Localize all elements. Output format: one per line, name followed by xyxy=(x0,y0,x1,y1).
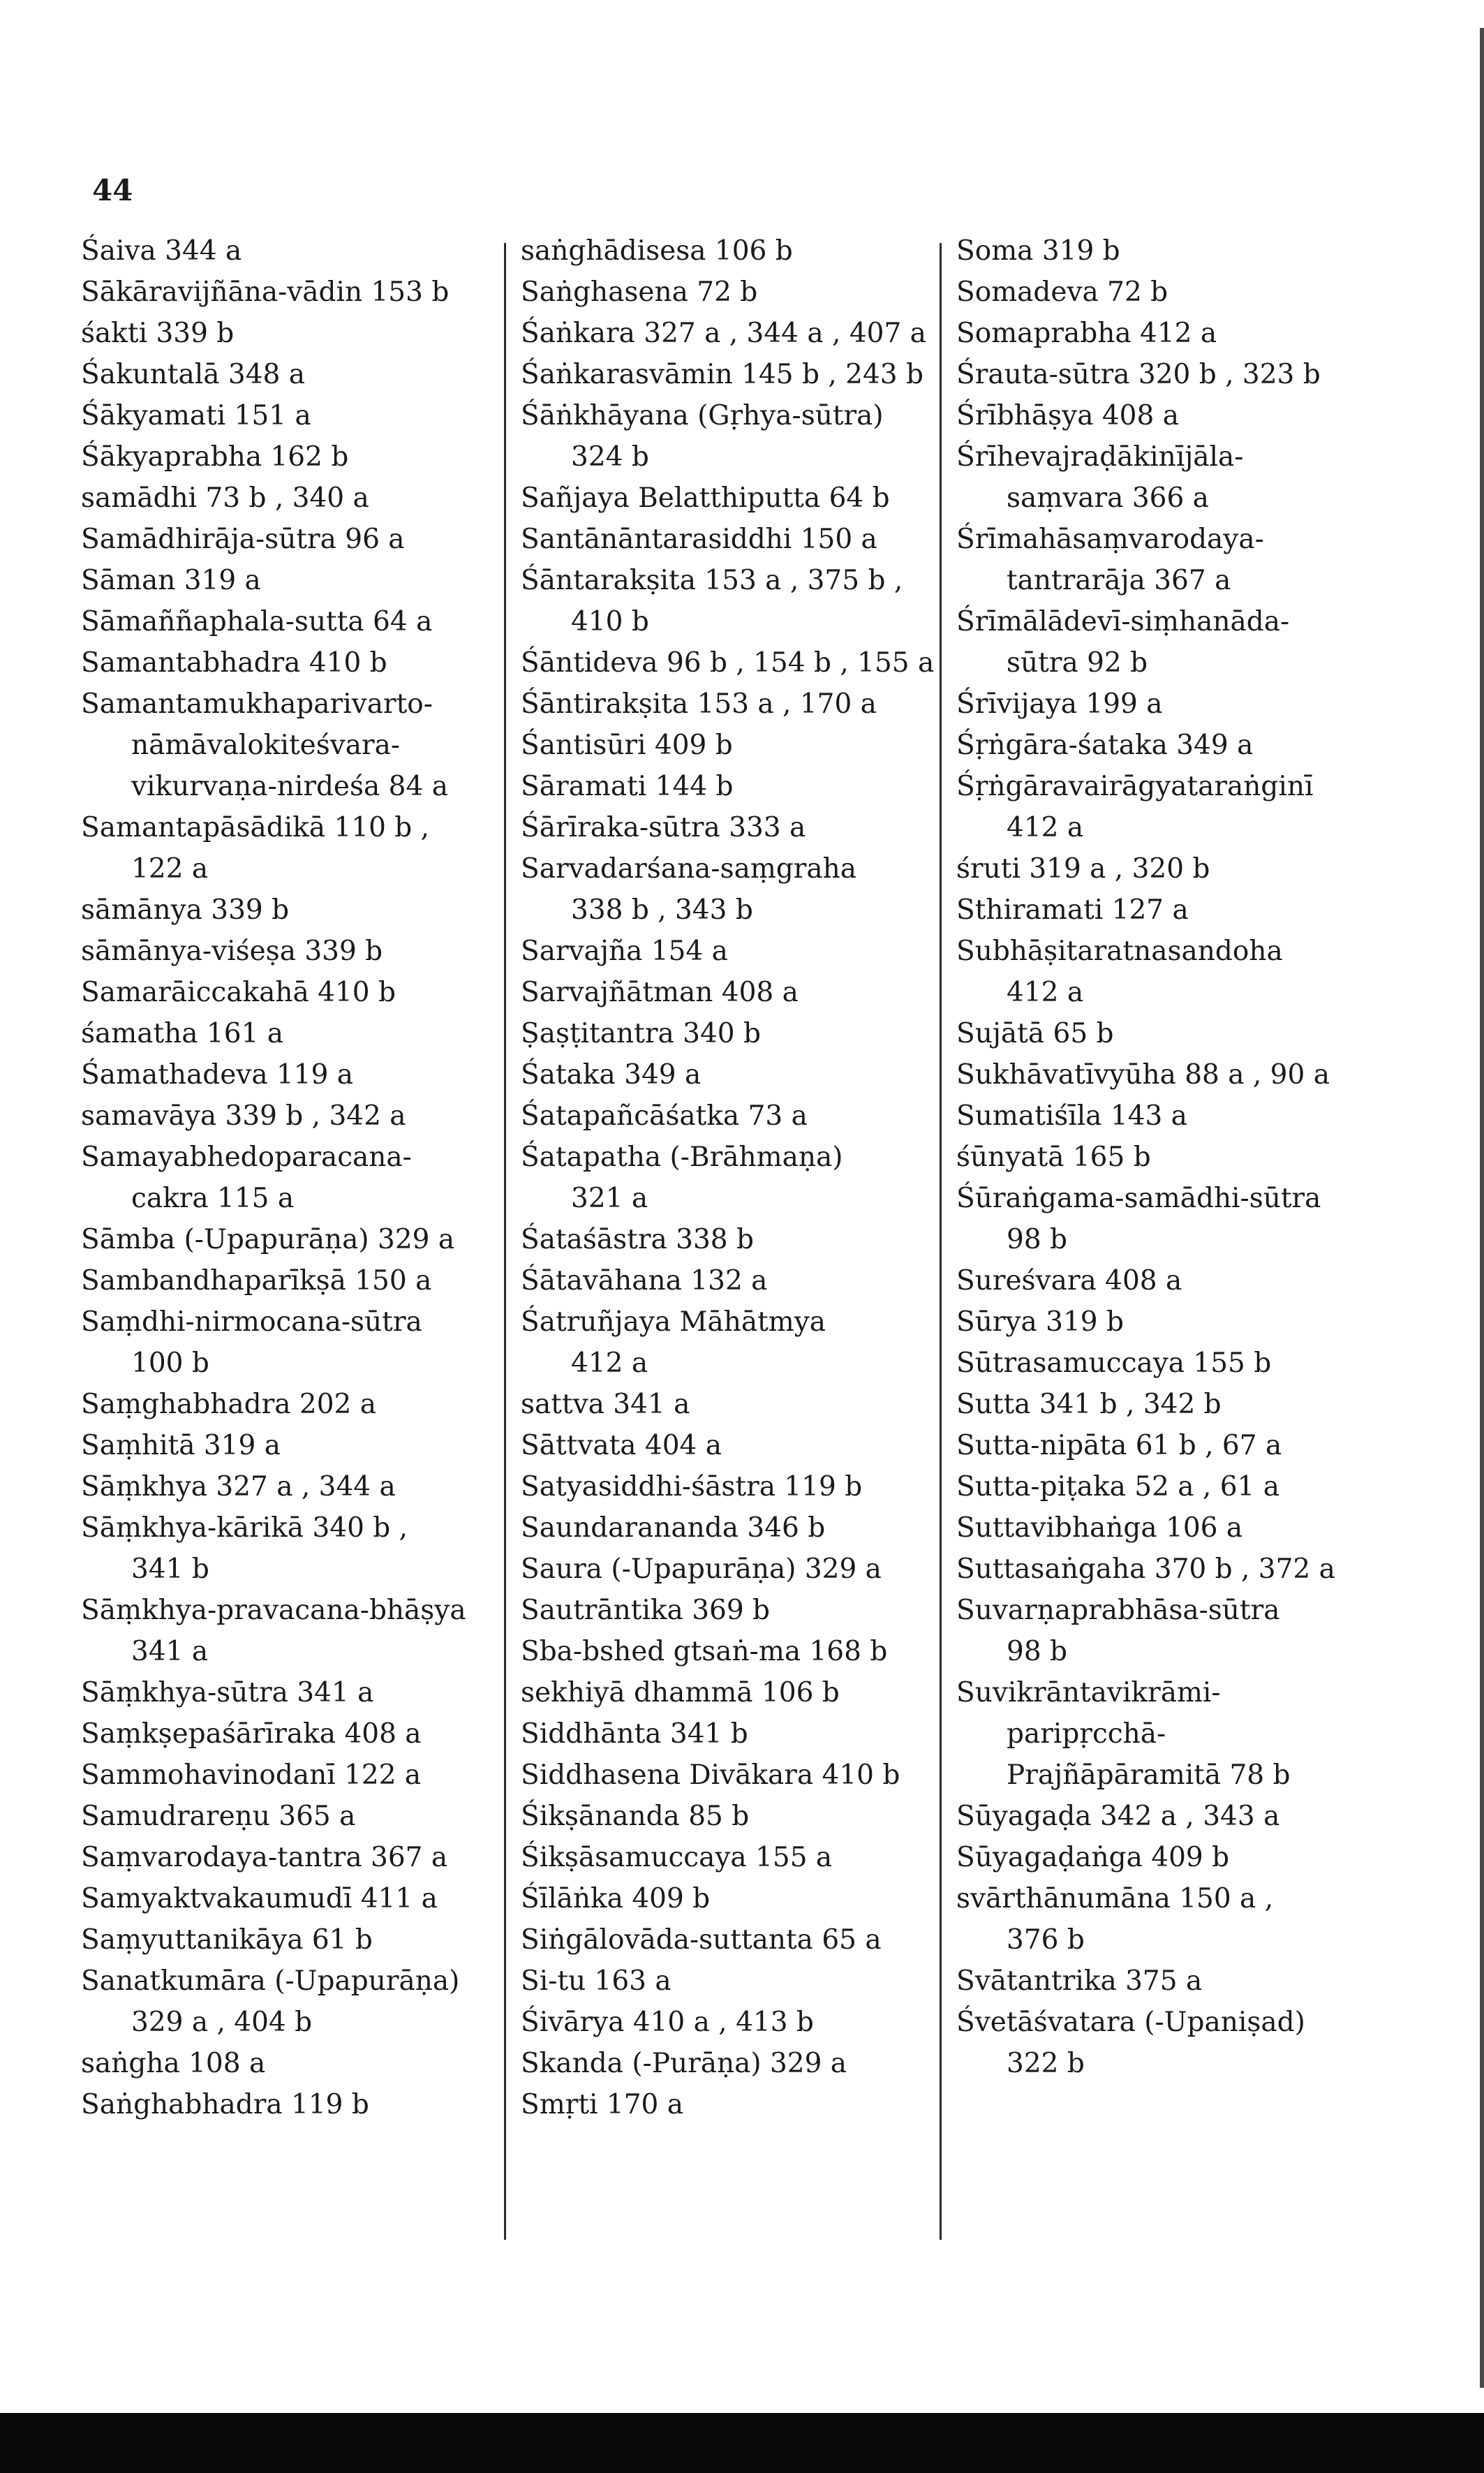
index-entry: saṅghādisesa 106 b xyxy=(521,235,793,267)
index-entry: Soma 319 b xyxy=(956,235,1120,267)
index-entry: Sautrāntika 369 b xyxy=(521,1595,770,1626)
index-entry: śūnyatā 165 b xyxy=(956,1142,1151,1173)
index-entry: Śārīraka-sūtra 333 a xyxy=(521,812,806,843)
index-entry: Śaṅkara 327 a , 344 a , 407 a xyxy=(521,318,926,349)
index-entry: Sāramati 144 b xyxy=(521,771,734,802)
index-entry-continuation: Prajñāpāramitā 78 b xyxy=(1007,1759,1291,1791)
index-entry: Śātavāhana 132 a xyxy=(521,1265,768,1297)
index-column-2 xyxy=(521,230,940,2125)
index-entry-continuation: 338 b , 343 b xyxy=(571,894,753,926)
index-entry: Sañjaya Belatthiputta 64 b xyxy=(521,482,890,514)
index-entry: Śīlāṅka 409 b xyxy=(521,1883,711,1914)
index-entry: Saṃkṣepaśārīraka 408 a xyxy=(81,1718,422,1750)
index-entry: Samantamukhaparivarto- xyxy=(81,688,433,720)
page-number: 44 xyxy=(92,173,133,207)
index-entry: Suvikrāntavikrāmi- xyxy=(956,1677,1221,1708)
index-entry: Śaṅkarasvāmin 145 b , 243 b xyxy=(521,359,923,390)
index-entry-continuation: 98 b xyxy=(1007,1224,1067,1255)
index-entry: Śrīvijaya 199 a xyxy=(956,688,1163,720)
index-entry: Śantisūri 409 b xyxy=(521,730,733,761)
index-entry: Sujātā 65 b xyxy=(956,1018,1114,1049)
index-entry: Śrīmahāsaṃvarodaya- xyxy=(956,524,1264,555)
index-entry: Saṃdhi-nirmocana-sūtra xyxy=(81,1306,422,1338)
index-entry-continuation: sūtra 92 b xyxy=(1007,647,1148,679)
index-entry: Śāntirakṣita 153 a , 170 a xyxy=(521,688,877,720)
index-entry: Sāṃkhya 327 a , 344 a xyxy=(81,1471,396,1503)
index-entry: Siṅgālovāda-suttanta 65 a xyxy=(521,1924,882,1956)
index-entry: Saundarananda 346 b xyxy=(521,1512,826,1544)
index-entry: Sarvajña 154 a xyxy=(521,936,728,967)
index-entry: Śataśāstra 338 b xyxy=(521,1224,754,1255)
index-entry: Sūyagaḍaṅga 409 b xyxy=(956,1842,1230,1873)
index-entry: sāmānya-viśeṣa 339 b xyxy=(81,936,383,967)
index-entry: Samantapāsādikā 110 b , xyxy=(81,812,430,843)
index-entry: Sarvajñātman 408 a xyxy=(521,977,799,1008)
index-entry: Saṃghabhadra 202 a xyxy=(81,1389,376,1420)
index-entry: saṅgha 108 a xyxy=(81,2048,266,2079)
index-entry: Sāṃkhya-pravacana-bhāṣya xyxy=(81,1595,466,1626)
index-entry: Sammohavinodanī 122 a xyxy=(81,1759,422,1791)
index-entry-continuation: 122 a xyxy=(131,853,209,885)
scan-border xyxy=(0,2413,1484,2473)
index-entry: Sutta 341 b , 342 b xyxy=(956,1389,1222,1420)
index-entry: sattva 341 a xyxy=(521,1389,690,1420)
index-entry: Svātantrika 375 a xyxy=(956,1965,1203,1997)
index-entry: Śrīhevajraḍākinījāla- xyxy=(956,441,1244,473)
index-entry: samavāya 339 b , 342 a xyxy=(81,1100,406,1132)
index-entry: Śāntarakṣita 153 a , 375 b , xyxy=(521,565,903,596)
index-entry-continuation: 412 a xyxy=(571,1348,648,1379)
index-entry-continuation: paripṛcchā- xyxy=(1007,1718,1166,1750)
index-entry: Śatapatha (-Brāhmaṇa) xyxy=(521,1142,843,1173)
index-entry-continuation: 341 b xyxy=(131,1553,209,1585)
index-entry: Saṃvarodaya-tantra 367 a xyxy=(81,1842,448,1873)
index-entry: Suvarṇaprabhāsa-sūtra xyxy=(956,1595,1280,1626)
index-entry: Samādhirāja-sūtra 96 a xyxy=(81,524,405,555)
index-entry: samādhi 73 b , 340 a xyxy=(81,482,369,514)
index-entry: Śikṣāsamuccaya 155 a xyxy=(521,1842,833,1873)
column-divider xyxy=(504,243,506,2240)
index-entry: Somadeva 72 b xyxy=(956,276,1168,308)
page-edge xyxy=(1480,28,1484,2388)
index-entry: Sureśvara 408 a xyxy=(956,1265,1182,1297)
index-entry: Samudrareṇu 365 a xyxy=(81,1801,356,1832)
index-entry: Somaprabha 412 a xyxy=(956,318,1217,349)
index-entry: Sūyagaḍa 342 a , 343 a xyxy=(956,1801,1280,1832)
index-entry: Siddhasena Divākara 410 b xyxy=(521,1759,900,1791)
index-entry: Santānāntarasiddhi 150 a xyxy=(521,524,877,555)
index-entry: Samayabhedoparacana- xyxy=(81,1142,412,1173)
index-entry: Śakuntalā 348 a xyxy=(81,359,305,390)
index-entry-continuation: 410 b xyxy=(571,606,649,637)
index-entry: svārthānumāna 150 a , xyxy=(956,1883,1274,1914)
index-entry: Saṃhitā 319 a xyxy=(81,1430,281,1461)
index-entry: Ṣaṣṭitantra 340 b xyxy=(521,1018,761,1049)
index-entry-continuation: 412 a xyxy=(1007,977,1084,1008)
index-entry: sāmānya 339 b xyxy=(81,894,290,926)
index-entry-continuation: 341 a xyxy=(131,1636,209,1667)
index-entry-continuation: 321 a xyxy=(571,1183,648,1214)
index-entry: Śūraṅgama-samādhi-sūtra xyxy=(956,1183,1321,1214)
index-entry: śruti 319 a , 320 b xyxy=(956,853,1210,885)
index-entry: śakti 339 b xyxy=(81,318,235,349)
index-entry: Saṃyuttanikāya 61 b xyxy=(81,1924,373,1956)
index-entry: sekhiyā dhammā 106 b xyxy=(521,1677,840,1708)
index-entry-continuation: 376 b xyxy=(1007,1924,1085,1956)
index-entry: Śaiva 344 a xyxy=(81,235,242,267)
index-entry: Śivārya 410 a , 413 b xyxy=(521,2007,814,2038)
index-entry: Suttavibhaṅga 106 a xyxy=(956,1512,1243,1544)
index-entry: Śākyaprabha 162 b xyxy=(81,441,349,473)
index-entry-continuation: nāmāvalokiteśvara- xyxy=(131,730,401,761)
index-entry: Sāṃkhya-sūtra 341 a xyxy=(81,1677,374,1708)
index-entry: Sarvadarśana-saṃgraha xyxy=(521,853,857,885)
index-entry: Śrībhāṣya 408 a xyxy=(956,400,1179,431)
index-entry-continuation: tantrarāja 367 a xyxy=(1007,565,1231,596)
index-entry-continuation: 324 b xyxy=(571,441,649,473)
index-entry: Sāmaññaphala-sutta 64 a xyxy=(81,606,433,637)
index-entry: Śamathadeva 119 a xyxy=(81,1059,354,1091)
index-entry: Śikṣānanda 85 b xyxy=(521,1801,750,1832)
index-entry: śamatha 161 a xyxy=(81,1018,284,1049)
index-entry: Śataka 349 a xyxy=(521,1059,702,1091)
index-entry: Subhāṣitaratnasandoha xyxy=(956,936,1283,967)
index-entry-continuation: vikurvaṇa-nirdeśa 84 a xyxy=(131,771,448,802)
index-entry-continuation: cakra 115 a xyxy=(131,1183,295,1214)
index-entry: Sākāravijñāna-vādin 153 b xyxy=(81,276,450,308)
index-entry: Śatruñjaya Māhātmya xyxy=(521,1306,826,1338)
index-column-3 xyxy=(956,230,1375,2084)
index-entry: Suttasaṅgaha 370 b , 372 a xyxy=(956,1553,1335,1585)
index-entry: Siddhānta 341 b xyxy=(521,1718,748,1750)
index-entry: Samantabhadra 410 b xyxy=(81,647,387,679)
index-entry: Skanda (-Purāṇa) 329 a xyxy=(521,2048,847,2079)
index-entry: Sukhāvatīvyūha 88 a , 90 a xyxy=(956,1059,1330,1091)
index-entry: Sāmba (-Upapurāṇa) 329 a xyxy=(81,1224,455,1255)
index-entry: Sba-bshed gtsaṅ-ma 168 b xyxy=(521,1636,888,1667)
index-entry: Sthiramati 127 a xyxy=(956,894,1189,926)
index-entry-continuation: 100 b xyxy=(131,1348,209,1379)
index-entry: Sāṃkhya-kārikā 340 b , xyxy=(81,1512,408,1544)
index-entry: Śṛṅgāravairāgyataraṅginī xyxy=(956,771,1314,802)
index-entry: Samyaktvakaumudī 411 a xyxy=(81,1883,438,1914)
index-entry: Śāntideva 96 b , 154 b , 155 a xyxy=(521,647,935,679)
index-column-1 xyxy=(81,230,500,2125)
index-entry: Śvetāśvatara (-Upaniṣad) xyxy=(956,2007,1305,2038)
index-entry: Satyasiddhi-śāstra 119 b xyxy=(521,1471,863,1503)
index-entry: Saura (-Upapurāṇa) 329 a xyxy=(521,1553,882,1585)
index-entry: Sumatiśīla 143 a xyxy=(956,1100,1187,1132)
index-entry: Sāman 319 a xyxy=(81,565,261,596)
index-entry: Sūrya 319 b xyxy=(956,1306,1124,1338)
index-entry-continuation: 98 b xyxy=(1007,1636,1067,1667)
index-entry: Si-tu 163 a xyxy=(521,1965,671,1997)
index-entry-continuation: 412 a xyxy=(1007,812,1084,843)
index-entry: Sanatkumāra (-Upapurāṇa) xyxy=(81,1965,460,1997)
index-entry: Sutta-piṭaka 52 a , 61 a xyxy=(956,1471,1279,1503)
index-entry: Smṛti 170 a xyxy=(521,2089,683,2120)
index-entry: Samarāiccakahā 410 b xyxy=(81,977,396,1008)
index-entry: Sutta-nipāta 61 b , 67 a xyxy=(956,1430,1282,1461)
index-entry-continuation: 322 b xyxy=(1007,2048,1085,2079)
index-entry: Saṅghabhadra 119 b xyxy=(81,2089,369,2120)
index-entry: Sāttvata 404 a xyxy=(521,1430,722,1461)
index-entry: Śrīmālādevī-siṃhanāda- xyxy=(956,606,1290,637)
column-divider xyxy=(940,243,942,2240)
index-entry: Śatapañcāśatka 73 a xyxy=(521,1100,808,1132)
index-entry-continuation: 329 a , 404 b xyxy=(131,2007,313,2038)
index-entry: Śrauta-sūtra 320 b , 323 b xyxy=(956,359,1321,390)
index-entry: Saṅghasena 72 b xyxy=(521,276,758,308)
index-entry: Śākyamati 151 a xyxy=(81,400,311,431)
index-entry: Śāṅkhāyana (Gṛhya-sūtra) xyxy=(521,400,884,431)
index-entry: Sambandhaparīkṣā 150 a xyxy=(81,1265,432,1297)
index-entry-continuation: saṃvara 366 a xyxy=(1007,482,1209,514)
index-entry: Śṛṅgāra-śataka 349 a xyxy=(956,730,1254,761)
index-entry: Sūtrasamuccaya 155 b xyxy=(956,1348,1272,1379)
